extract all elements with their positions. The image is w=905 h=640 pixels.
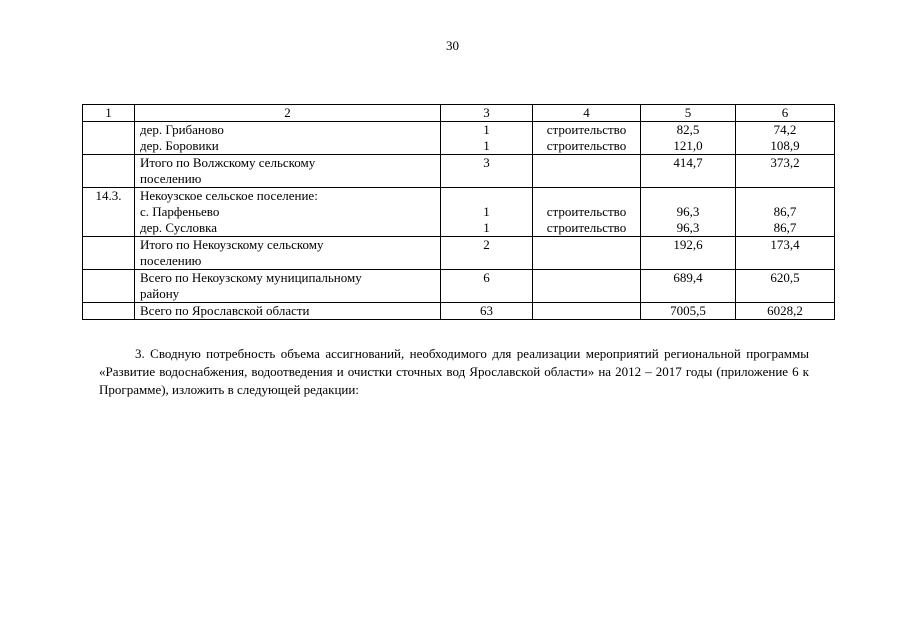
cell-value-6-line: 108,9: [770, 138, 800, 153]
cell-value-6: [736, 237, 835, 270]
cell-value-6-line: 173,4: [770, 237, 800, 252]
cell-type: [533, 188, 641, 237]
cell-value-5-line: 414,7: [673, 155, 703, 170]
cell-value-6-line: 74,2: [773, 122, 797, 137]
cell-value-6: [736, 155, 835, 188]
cell-name-line: Итого по Некоузскому сельскому: [140, 237, 324, 252]
cell-value-5-line: 192,6: [673, 237, 703, 252]
cell-type-line: строительство: [546, 122, 627, 137]
cell-name-line: Всего по Некоузскому муниципальному: [140, 270, 362, 285]
cell-number: [83, 237, 135, 270]
cell-count: [441, 122, 533, 155]
cell-name-line: Некоузское сельское поселение:: [140, 188, 318, 203]
cell-count-line: 2: [483, 237, 490, 252]
header-cell: 4: [533, 105, 641, 122]
table-row: [83, 303, 835, 320]
body-paragraph: 3. Сводную потребность объема ассигнований, необходимого для реализации мероприятий региональной программы «Развитие водоснабжения, водоотведения и очистки сточных вод Ярославской области» на 2012 – 2017 годы (приложение 6 к Программе), изложить в следующей редакции:: [99, 346, 809, 397]
cell-name: [135, 155, 441, 188]
cell-name: [135, 122, 441, 155]
table-header-row: [83, 105, 835, 122]
table-row: [83, 122, 835, 155]
cell-count-line: 6: [483, 270, 490, 285]
cell-type: [533, 122, 641, 155]
cell-name: [135, 188, 441, 237]
cell-number: 14.3.: [83, 188, 135, 237]
cell-name-line: дер. Сусловка: [140, 220, 218, 235]
cell-value-6: [736, 270, 835, 303]
cell-value-5: [641, 270, 736, 303]
cell-type-line: строительство: [546, 138, 627, 153]
cell-name-line: Итого по Волжскому сельскому: [140, 155, 316, 170]
cell-value-5-line: 96,3: [676, 220, 700, 235]
cell-value-6: [736, 122, 835, 155]
cell-count-line: 3: [483, 155, 490, 170]
cell-number: [83, 122, 135, 155]
cell-name-line: Всего по Ярославской области: [140, 303, 310, 318]
cell-count: [441, 188, 533, 237]
cell-value-5: [641, 303, 736, 320]
cell-value-5-line: 121,0: [673, 138, 703, 153]
cell-count: [441, 303, 533, 320]
cell-count-line: [446, 188, 527, 204]
cell-value-5: [641, 188, 736, 237]
cell-type-line: строительство: [546, 204, 627, 219]
table-row: [83, 237, 835, 270]
cell-value-6-line: 373,2: [770, 155, 800, 170]
cell-count: [441, 270, 533, 303]
cell-count-line: 1: [483, 138, 490, 153]
cell-value-6-line: 86,7: [773, 220, 797, 235]
cell-count: [441, 237, 533, 270]
cell-number: [83, 303, 135, 320]
table-row: [83, 270, 835, 303]
cell-type-line: [538, 188, 635, 204]
cell-count-line: 63: [480, 303, 493, 318]
cell-type: [533, 237, 641, 270]
cell-count-line: 1: [483, 122, 490, 137]
cell-count-line: 1: [483, 220, 490, 235]
cell-name-line: дер. Боровики: [140, 138, 219, 153]
cell-count-line: 1: [483, 204, 490, 219]
cell-value-6-line: [741, 188, 829, 204]
cell-name: [135, 303, 441, 320]
cell-value-5: [641, 155, 736, 188]
cell-name: [135, 270, 441, 303]
header-cell: 3: [441, 105, 533, 122]
cell-count: [441, 155, 533, 188]
cell-value-5-line: 82,5: [676, 122, 700, 137]
cell-name-line: поселению: [140, 171, 202, 186]
cell-name-line: району: [140, 286, 180, 301]
cell-value-5-line: 7005,5: [670, 303, 706, 318]
cell-type: [533, 303, 641, 320]
data-table: [82, 104, 835, 320]
cell-value-5-line: 689,4: [673, 270, 703, 285]
cell-value-6-line: 6028,2: [767, 303, 803, 318]
cell-value-5: [641, 237, 736, 270]
header-cell: 5: [641, 105, 736, 122]
cell-number: [83, 270, 135, 303]
header-cell: 1: [83, 105, 135, 122]
cell-value-6: [736, 303, 835, 320]
cell-value-5-line: [646, 188, 730, 204]
cell-name: [135, 237, 441, 270]
cell-value-6: [736, 188, 835, 237]
cell-value-5-line: 96,3: [676, 204, 700, 219]
table-row: [83, 155, 835, 188]
cell-value-5: [641, 122, 736, 155]
cell-name-line: дер. Грибаново: [140, 122, 224, 137]
cell-type-line: строительство: [546, 220, 627, 235]
cell-value-6-line: 86,7: [773, 204, 797, 219]
cell-type: [533, 270, 641, 303]
page-number: 30: [446, 38, 459, 53]
cell-name-line: поселению: [140, 253, 202, 268]
cell-name-line: с. Парфеньево: [140, 204, 220, 219]
cell-number: [83, 155, 135, 188]
header-cell: 6: [736, 105, 835, 122]
table-row: [83, 188, 835, 237]
header-cell: 2: [135, 105, 441, 122]
cell-value-6-line: 620,5: [770, 270, 800, 285]
cell-type: [533, 155, 641, 188]
